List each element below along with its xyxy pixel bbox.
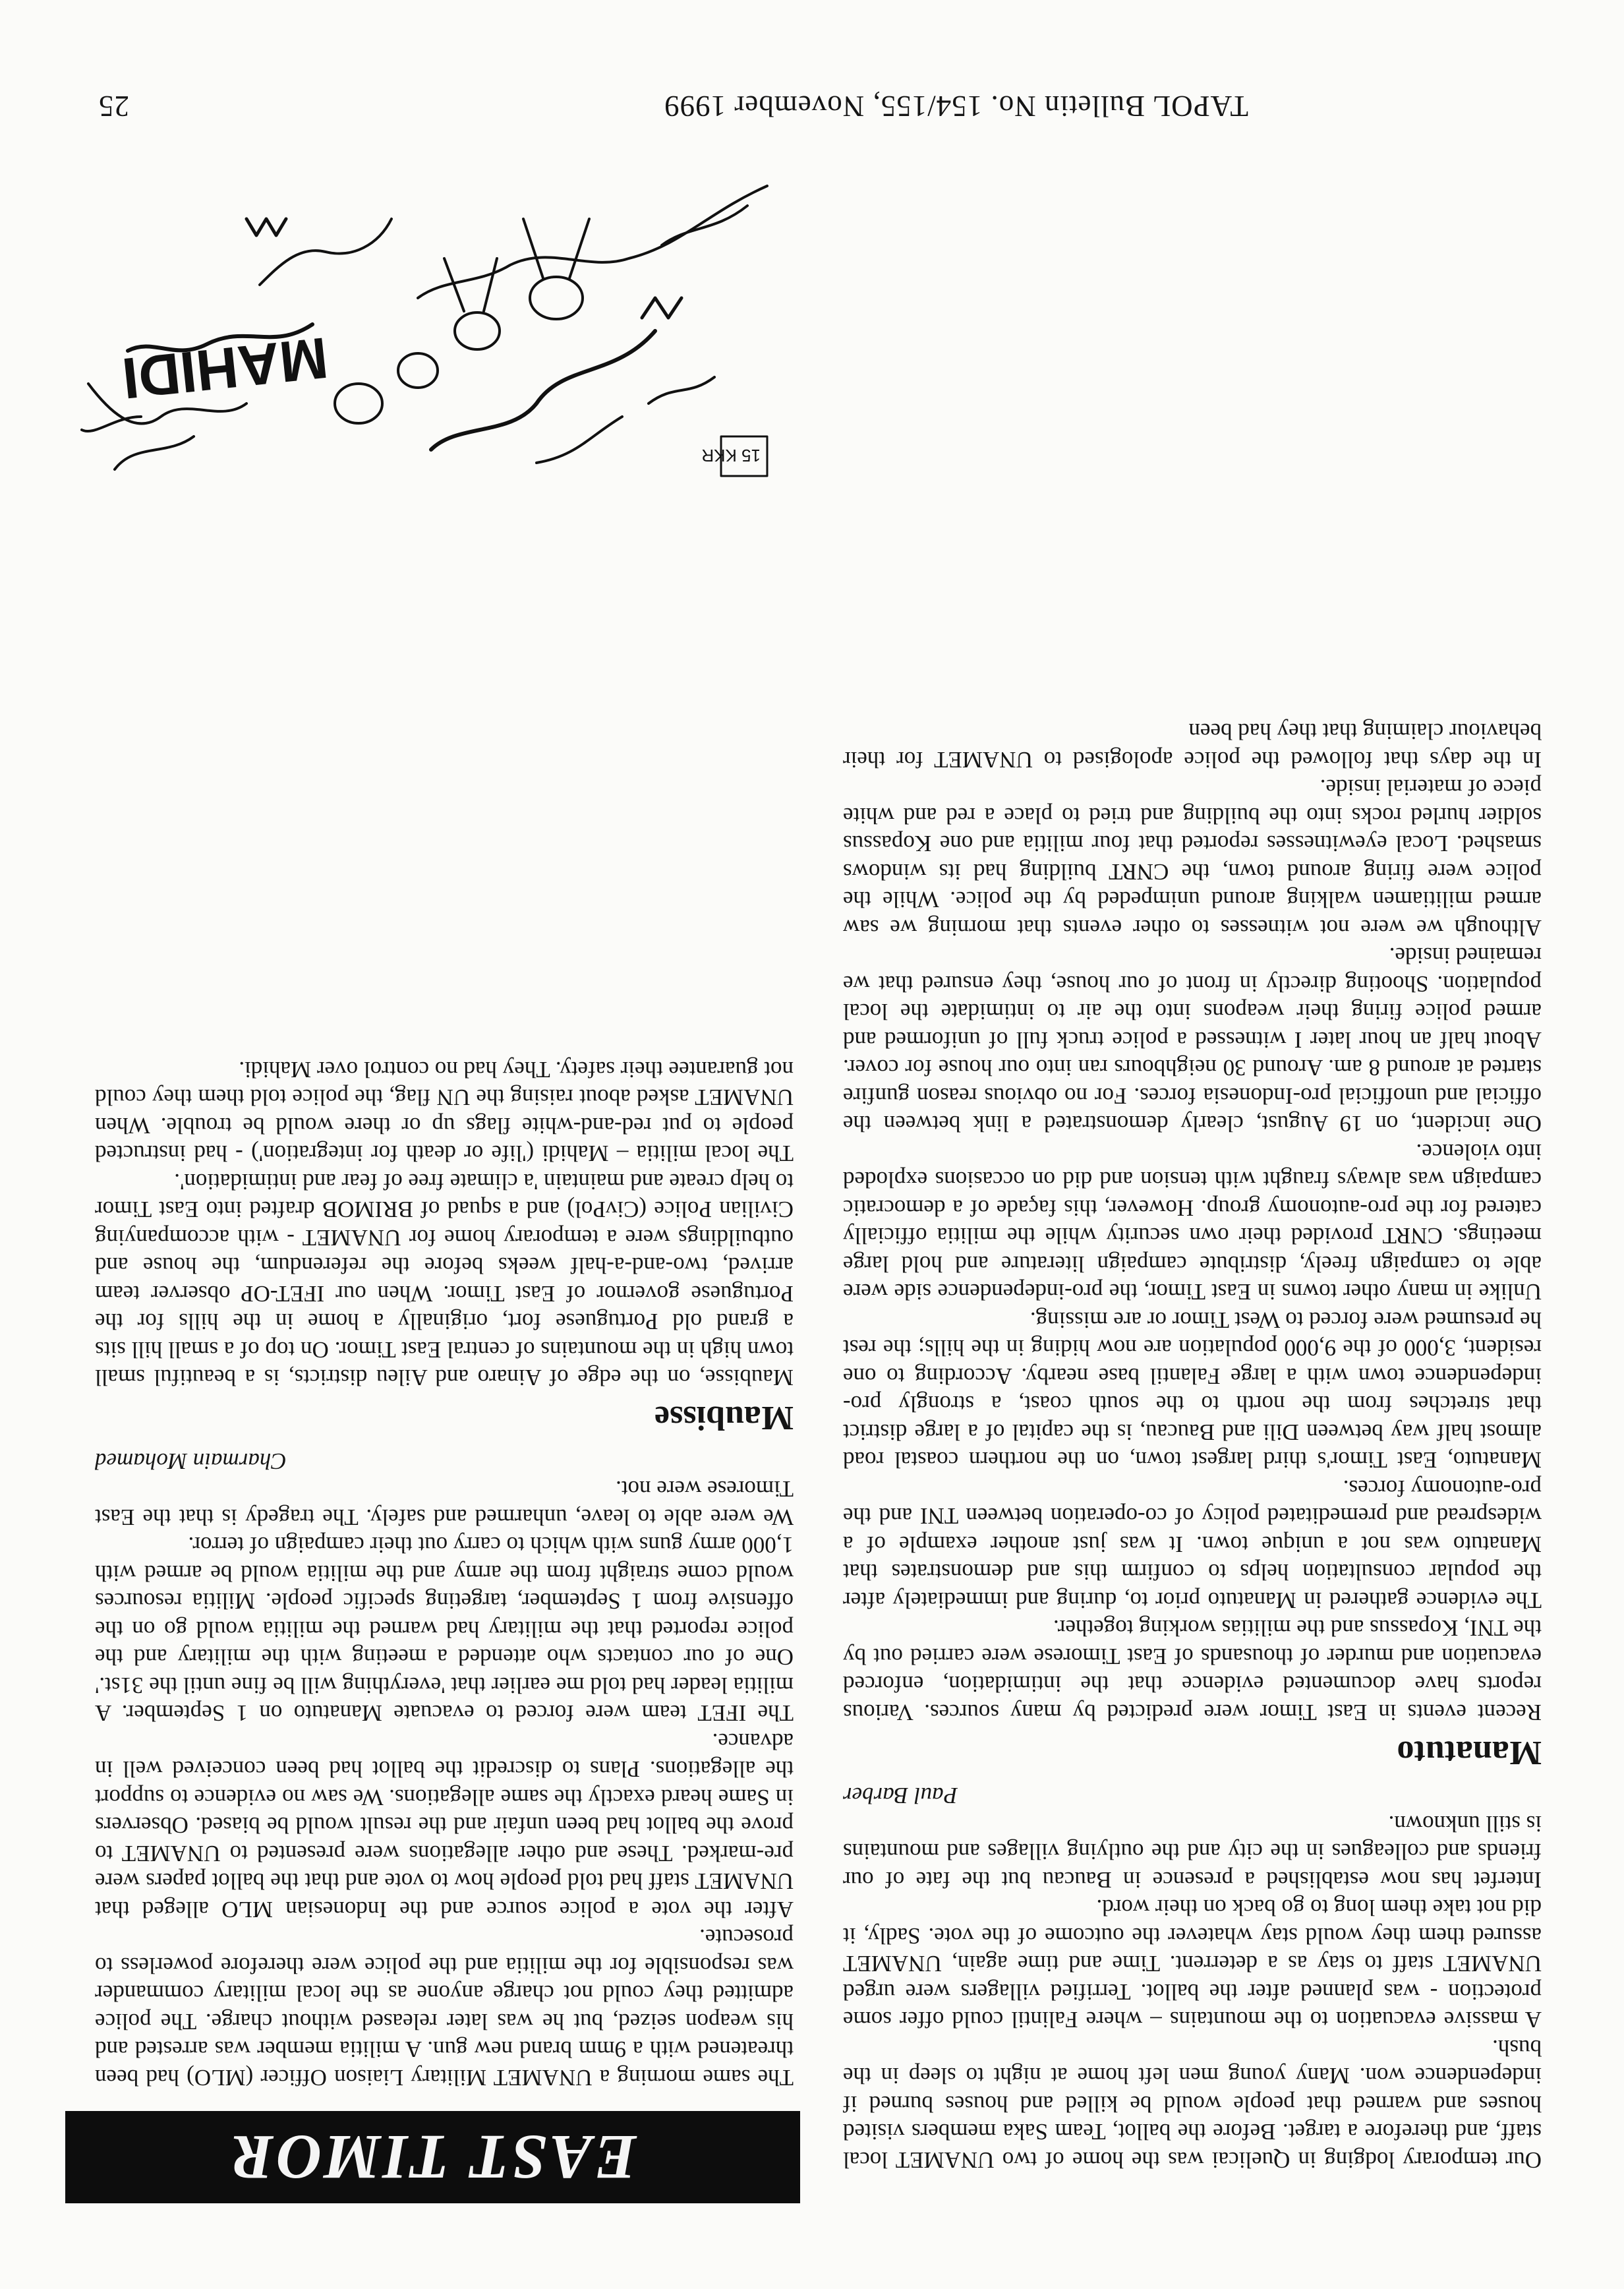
cartoon-illustration [69, 166, 787, 496]
author-byline: Charmain Mohamed [95, 1448, 287, 1474]
cartoon-lettering: MAHIDI [119, 325, 332, 412]
paragraph: The local militia – Mahidi ('life or death for integration') - had instructed people to put red-and-white flags up or there would be trouble. When UNAMET asked about raising the UN flag, the police told them they could not guarantee their safety. They had no control over Mahidi. [95, 1057, 794, 1167]
section-heading: Maubisse [654, 1399, 794, 1437]
paragraph: The IFET team were forced to evacuate Manatuto on 1 September. A militia leader had told me earlier that 'everything will be fine until the 31st.' One of our contacts who attended a meeting with the military and the police reported that the military had warned the militia would go on the offensive from 1 September, targeting specific people. Militia resources would come straight from the army and the militia would be armed with 1,000 army guns with which to carry out their campaign of terror. [95, 1532, 794, 1727]
author-byline: Paul Barber [843, 1783, 958, 1809]
article-column-left [843, 717, 1542, 2174]
paragraph: Maubisse, on the edge of Ainaro and Aileu districts, is a beautiful small town high in the mountains of central East Timor. On top of a small hill sits a grand old Portuguese fort, originally a home in the hills for the Portuguese governor of East Timor. When our IFET-OP observer team arrived, two-and-a-half weeks before the referendum, the house and outbuildings were a temporary home for UNAMET - with accompanying Civilian Police (CivPol) and a squad of BRIMOB drafted into East Timor to help create and maintain 'a climate free of fear and intimidation'. [95, 1169, 794, 1391]
paragraph: Although we were not witnesses to other events that morning we saw armed militiamen walking around unimpeded by the police. While the police were firing around town, the CNRT building had its windows smashed. Local eyewitnesses reported that four militia and one Kopassus soldier hurled rocks into the building and tried to place a red and white piece of material inside. [843, 775, 1542, 941]
paragraph: We were able to leave, unharmed and safely. The tragedy is that the East Timorese were not. [95, 1476, 794, 1530]
paragraph: Unlike in many other towns in East Timor, the pro-independence side were able to campaign freely, distribute campaign literature and hold large meetings. CNRT provided their own security while the militia officially catered for the pro-autonomy group. However, this façade of a democratic campaign was always fraught with tension and did on occasions exploded into violence. [843, 1139, 1542, 1305]
paragraph: Interfet has now established a presence in Baucau but the fate of our friends and colleagues in the city and the outlying villages and mountains is still unknown. [843, 1811, 1542, 1893]
artist-signature: 15 KKR [701, 446, 761, 465]
page-number: 25 [98, 90, 129, 123]
article-column-right [95, 1055, 794, 2092]
section-banner: EAST TIMOR [65, 2111, 800, 2203]
paragraph: Our temporary lodging in Quelicai was the home of two UNAMET local staff, and therefore a target. Before the ballot, Team Saka members visited houses and warned that people would be killed and houses burned if independence won. Many young men left home at night to sleep in the bush. [843, 2035, 1542, 2173]
publication-title: TAPOL Bulletin No. 154/155, November 1999 [664, 90, 1248, 123]
cartoon-drawing [69, 166, 787, 496]
section-heading: Manatuto [1397, 1734, 1542, 1771]
paragraph: Manatuto, East Timor's third largest town, on the northern coastal road almost half way between Dili and Baucau, is the capital of a large district that stretches from the north to the south coast, a strongly pro-independence town with a large Falantil base nearby. According to one resident, 3,000 of the 9,000 population are now hiding in the hills; the rest he presumed were forced to West Timor or are missing. [843, 1307, 1542, 1473]
paragraph: One incident, on 19 August, clearly demonstrated a link between the official and unofficial pro-Indonesia forces. For no obvious reason gunfire started at around 8 am. Around 30 neighbours ran into our house for cover. About half an hour later I witnessed a police truck full of uniformed and armed police firing their weapons into the air to intimidate the local population. Shooting directly in front of our house, they ensured that we remained inside. [843, 943, 1542, 1137]
paragraph: The same morning a UNAMET Military Liaison Officer (MLO) had been threatened with a 9mm brand new gun. A militia member was arrested and his weapon seized, but he was later released without charge. The police admitted they could not charge anyone as the local military commander was responsible for the militia and the police were therefore powerless to prosecute. [95, 1924, 794, 2091]
page-header [98, 84, 1525, 123]
paragraph: Recent events in East Timor were predicted by many sources. Various reports have documented evidence that the intimidation, enforced evacuation and murder of thousands of East Timorese were carried out by the TNI, Kopassus and the militias working together. [843, 1615, 1542, 1725]
paragraph: A massive evacuation to the mountains – where Falintil could offer some protection - was planned after the ballot. Terrified villagers were urged UNAMET staff to stay as a deterrent. Time and time again, UNAMET assured them they would stay whatever the outcome of the vote. Sadly, it did not take them long to go back on their word. [843, 1895, 1542, 2033]
paragraph: In the days that followed the police apologised to UNAMET for their behaviour claiming that they had been [843, 719, 1542, 773]
paragraph: After the vote a police source and the Indonesian MLO alleged that UNAMET staff had told people how to vote and that the ballot papers were pre-marked. These and other allegations were presented to UNAMET to prove the ballot had been unfair and the result would be biased. Observers in Same heard exactly the same allegations. We saw no evidence to support the allegations. Plans to discredit the ballot had been conceived well in advance. [95, 1729, 794, 1922]
paragraph: The evidence gathered in Manatuto prior to, during and immediately after the popular consultation helps to confirm this and demonstrates that Manatuto was not a unique town. It was just another example of a widespread and premeditated policy of co-operation between TNI and the pro-autonomy forces. [843, 1475, 1542, 1613]
